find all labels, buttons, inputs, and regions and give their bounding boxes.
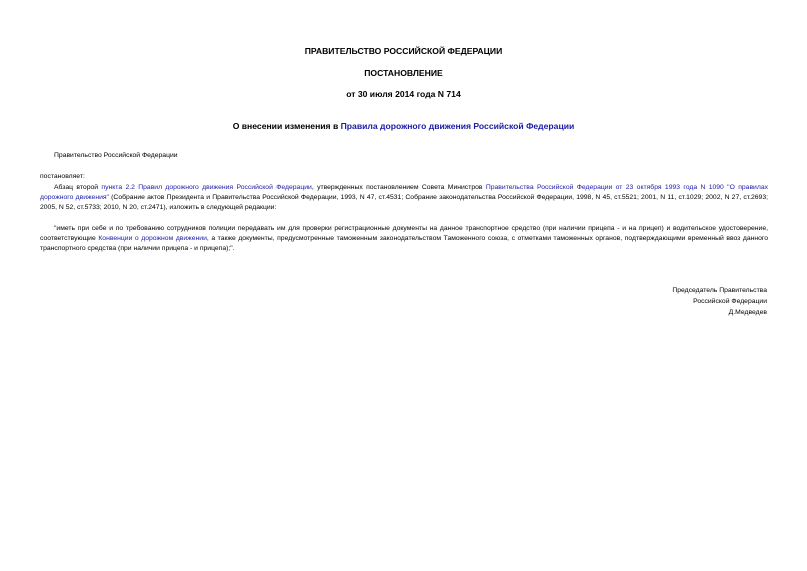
amendment-text-2: , утвержденных постановлением Совета Министров (311, 184, 486, 191)
signature-name: Д.Медведев (728, 309, 767, 316)
title-link-traffic-rules[interactable]: Правила дорожного движения Российской Федерации (340, 121, 575, 131)
new-wording-paragraph (40, 224, 768, 254)
link-decree-1090[interactable]: Правительства Российской Федерации от 23 октября 1993 года N 1090 "О правилах дорожного движения" (40, 184, 769, 201)
amendment-text-3: (Собрание актов Президента и Правительства Российской Федерации, 1993, N 47, ст.4531; Собрание законодательства Российской Федерации, 1998, N 45, ст.5521; 2001, N 11, ст.1029; 2002, N 27, ст.2693; 2005, N 52, ст.5733; 2010, N 20, ст.2471), изложить в следующей редакции: (40, 194, 768, 211)
document-title (0, 121, 807, 131)
org-heading: ПРАВИТЕЛЬСТВО РОССИЙСКОЙ ФЕДЕРАЦИИ (304, 46, 503, 56)
title-prefix: О внесении изменения в (232, 121, 341, 131)
document-type: ПОСТАНОВЛЕНИЕ (364, 68, 443, 78)
signature-position: Председатель Правительства (672, 287, 767, 294)
document-date: от 30 июля 2014 года N 714 (346, 89, 461, 99)
government-line: Правительство Российской Федерации (54, 152, 178, 159)
new-wording-text-2: , а также документы, предусмотренные таможенным законодательством Таможенного союза, с отметками таможенных органов, подтверждающими временный ввоз данного транспортного средства (при наличии прицепа - и прицепа);". (40, 235, 769, 252)
resolves-line: постановляет: (40, 173, 85, 180)
link-road-traffic-convention[interactable]: Конвенции о дорожном движении (98, 235, 207, 242)
signature-organization: Российской Федерации (693, 298, 767, 305)
signature-block (672, 285, 767, 318)
link-rules-clause-2-2[interactable]: пункта 2.2 Правил дорожного движения Российской Федерации (101, 184, 312, 191)
new-wording-text-1: "иметь при себе и по требованию сотрудников полиции передавать им для проверки регистрационные документы на данное транспортное средство (при наличии прицепа - и на прицеп) и водительское удостоверение, соответствующие (40, 225, 768, 242)
amendment-text-1: Абзац второй (54, 184, 102, 191)
amendment-paragraph (40, 183, 768, 213)
